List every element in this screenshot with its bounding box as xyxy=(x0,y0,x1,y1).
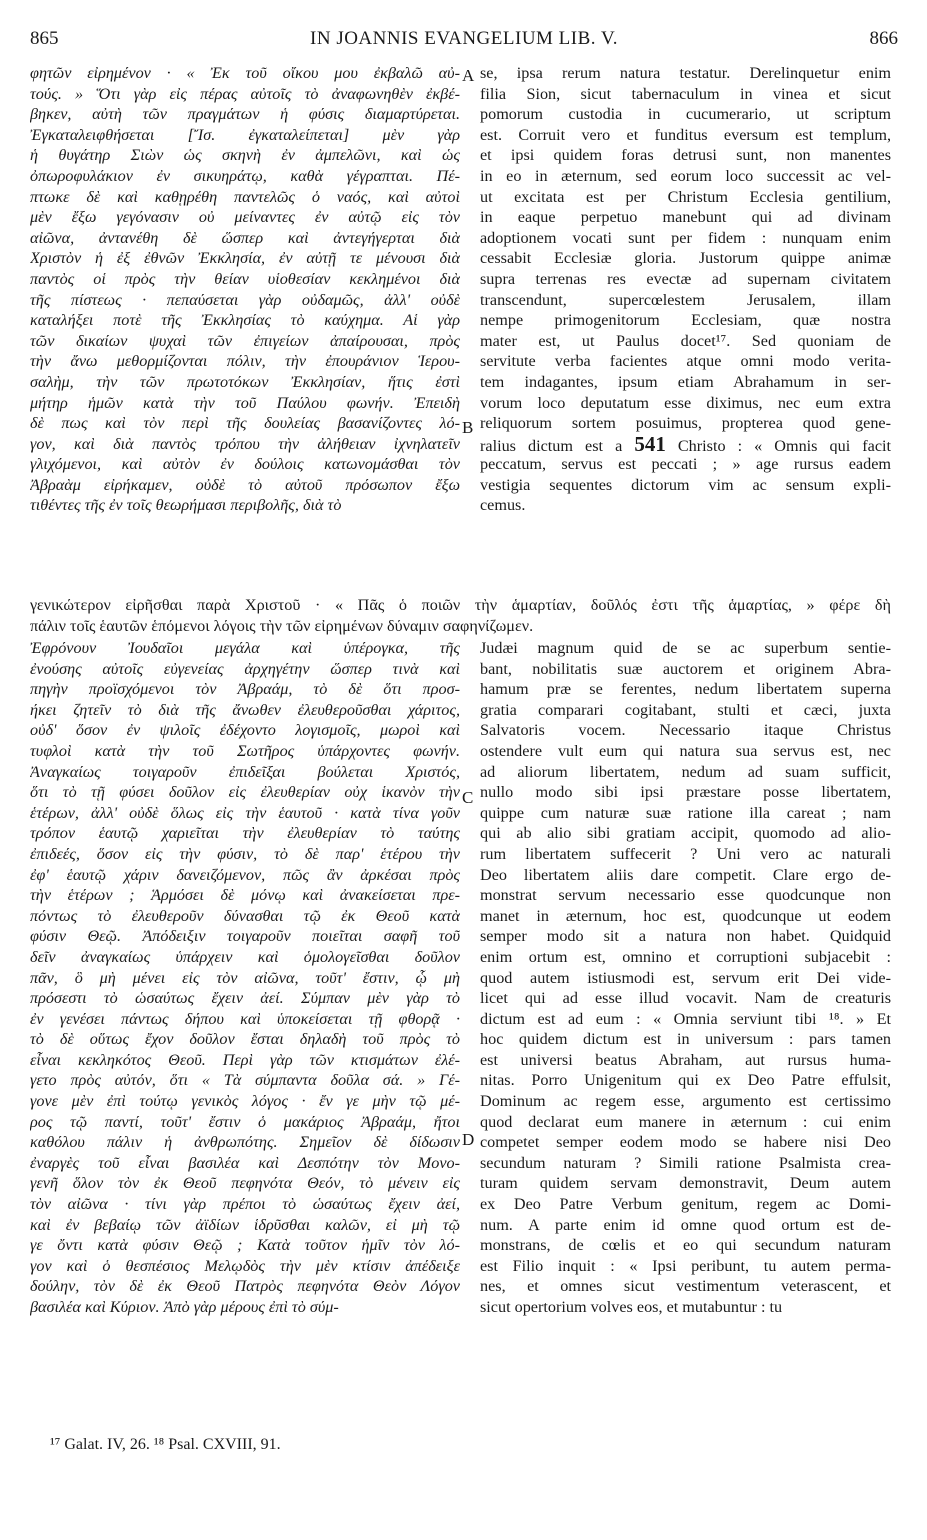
latin-text-line: quod autem istiusmodi est, servum erit Dei vide- xyxy=(480,968,891,987)
latin-text-line: ut excitata est per Christum Ecclesia gentilium, xyxy=(480,187,891,206)
margin-marker-a: A xyxy=(462,66,475,85)
latin-text-line: semper modo sit a natura non habet. Quidquid xyxy=(480,927,891,946)
greek-text-line: πᾶν, ὃ μὴ μένει εἰς τὸν αἰῶνα, τοῦτ' ἔστιν, ᾧ μὴ xyxy=(30,968,460,987)
latin-text-line: gratia comparari cogitabant, stulti et cæci, juxta xyxy=(480,700,891,719)
latin-text-line: secundum naturam ? Simili ratione Psalmista crea- xyxy=(480,1153,891,1172)
greek-text-line: δεῖν ἀναγκαίως ὑπάρχειν καὶ ὁμολογεῖσθαι δοῦλον xyxy=(30,947,460,966)
latin-text-line: vorum loco deputatum esse diximus, nec eum extra xyxy=(480,393,891,412)
greek-text-line: τῶν δικαίων ψυχαὶ τῶν ἐπιγείων ἀπαίρουσαι, πρὸς xyxy=(30,331,460,350)
latin-text-line: est Filio inquit : « Ipsi peribunt, tu autem perma- xyxy=(480,1256,891,1275)
latin-text-line: est. Corruit vero et funditus eversum est templum, xyxy=(480,125,891,144)
latin-text-line: turam quidem servam demonstravit, Deum autem xyxy=(480,1174,891,1193)
margin-marker-b: B xyxy=(462,418,474,437)
latin-text-fragment: Christo : « Omnis qui facit xyxy=(665,436,891,455)
page-header xyxy=(30,28,898,54)
greek-text-line: ρος τῷ παντί, τοῦτ' ἔστιν ὁ μακάριος Ἀβραάμ, ἤτοι xyxy=(30,1112,460,1131)
original-page-number: 541 xyxy=(634,433,666,455)
greek-text-line: καταλήξει ποτὲ τῆς Ἐκκλησίας τὸ καύχημα. Αἱ γὰρ xyxy=(30,311,460,330)
latin-text-line: monstrat servum necessario esse quodcunque non xyxy=(480,886,891,905)
latin-text-line: Judæi magnum quid de se ac superbum sentie- xyxy=(480,639,891,657)
latin-text-line: et ipsi quidem foras detrusi sunt, non manentes xyxy=(480,146,891,165)
greek-text-line: πηγὴν προϊσχόμενοι τὸν Ἀβραάμ, τὸ δὲ ὅτι προσ- xyxy=(30,680,460,699)
latin-column-top xyxy=(480,63,891,516)
footnotes: ¹⁷ Galat. IV, 26. ¹⁸ Psal. CXVIII, 91. xyxy=(50,1436,281,1453)
latin-text-line: vestigia sequentes dictorum vim ac sensum expli- xyxy=(480,475,891,494)
latin-text-line: enim ortum est, omnino et corruptioni subjacebit : xyxy=(480,947,891,966)
latin-text-line: in eaque perpetuo manebunt qui ad divinam xyxy=(480,208,891,227)
greek-text-line: τρόπον ἑαυτῷ χαριεῖται τὴν ἐλευθερίαν τὸ ταύτης xyxy=(30,824,460,843)
greek-text-line: Ἀβραὰμ εἰρήκαμεν, οὐδὲ τὸ αὐτοῦ πρόσωπον ἔξω xyxy=(30,475,460,494)
greek-text-line: αἰῶνα, ἀντανέθη δὲ ὥσπερ καὶ ἀντεγήγερται διὰ xyxy=(30,228,460,247)
latin-text-line: Deo libertatem aliis dare competit. Clare ergo de- xyxy=(480,865,891,884)
latin-text-line: peccatum, servus est peccati ; » age rursus eadem xyxy=(480,455,891,474)
greek-column-bottom xyxy=(30,638,460,1318)
greek-text-line: γενῆ ὅλον τὸν ἐκ Θεοῦ πεφηνότα Θεόν, τὸ μένειν εἰς xyxy=(30,1174,460,1193)
greek-text-line: γονε μὲν ἐπὶ τούτῳ γενικὸς λόγος · ἔν γε μὴν τῷ μέ- xyxy=(30,1092,460,1111)
latin-text-line: rum libertatem suffecerit ? Uni vero ac naturali xyxy=(480,844,891,863)
greek-text-line: τὸν αἰῶνα · τίνι γὰρ πρέποι τὸ ὡσαύτως ἔχειν ἀεί, xyxy=(30,1195,460,1214)
greek-text-line: πτωκε δὲ καὶ καθῃρέθη παντελῶς ὁ ναός, καὶ αὐτοὶ xyxy=(30,187,460,206)
greek-full-width-lines xyxy=(30,595,891,636)
greek-text-line: ὀπωροφυλάκιον ἐν σικυηράτῳ, καθὰ γέγραπται. Πέ- xyxy=(30,166,460,185)
latin-text-line: supra terrenas res evectæ ad supernam civitatem xyxy=(480,269,891,288)
greek-text-line: τὴν ἄνω μεθορμίζονται πόλιν, τὴν ἐπουράνιον Ἱερου- xyxy=(30,352,460,371)
greek-text-line: τὸ δὲ οὕτως ἔχον δοῦλον ἔσται δηλαδὴ τοῦ πρὸς τὸ xyxy=(30,1030,460,1049)
latin-column-bottom xyxy=(480,638,891,1318)
greek-text-line: πάλιν τοῖς ἑαυτῶν ἑπόμενοι λόγοις τὴν τῶν εἰρημένων δύναμιν σαφηνίζωμεν. xyxy=(30,616,534,635)
greek-text-line: Ἀναγκαίως τοιγαροῦν ἐπιδεῖξαι βούλεται Χριστός, xyxy=(30,762,460,781)
greek-text-line: γε ὄντι κατὰ φύσιν Θεῷ ; Κατὰ τοῦτον ἡμῖν τὸν λό- xyxy=(30,1236,460,1255)
greek-text-line: φύσιν Θεῷ. Ἀπόδειξιν τοιγαροῦν ποιεῖται σαφῆ τοῦ xyxy=(30,927,460,946)
latin-text-line: Salvatoris vocem. Necessario itaque Christus xyxy=(480,721,891,740)
greek-text-line: καθόλου πάλιν ἡ ἀνθρωπότης. Σημεῖον δὲ δίδωσιν xyxy=(30,1133,460,1152)
greek-text-line: γλιχόμενοι, καὶ αὐτὸν ἐν δούλοις κατωνομάσθαι τὸν xyxy=(30,455,460,474)
greek-text-line: γετο πρὸς αὐτόν, ὅτι « Τὰ σύμπαντα δοῦλα σά. » Γέ- xyxy=(30,1071,460,1090)
latin-text-line: Dominum ac regem esse, argumento est certissimo xyxy=(480,1092,891,1111)
greek-text-line: μὲν ἔξω γεγόνασιν οὐ μείναντες ἐν αὐτῷ εἰς τὸν xyxy=(30,208,460,227)
latin-text-line: ostendere vult eum qui natura sua servus est, nec xyxy=(480,741,891,760)
latin-text-line: cemus. xyxy=(480,496,526,515)
running-title: IN JOANNIS EVANGELIUM LIB. V. xyxy=(310,28,618,49)
latin-text-line: manet in æternum, hoc est, quodcunque ut eodem xyxy=(480,906,891,925)
greek-text-line: εἶναι κεκληκότος Θεοῦ. Περὶ γὰρ τῶν κτισμάτων ἐλέ- xyxy=(30,1050,460,1069)
latin-text-line: hamum præ se ferentes, nedum libertatem superna xyxy=(480,680,891,699)
greek-text-line: δὲ πως καὶ τὸν περὶ τῆς δουλείας βασανίζοντες λό- xyxy=(30,414,460,433)
greek-text-line: ἐπιδεές, ὅσον εἰς τὴν φύσιν, τὸ δὲ παρ' ἑτέρου τὴν xyxy=(30,844,460,863)
greek-text-line: τυφλοὶ κατὰ τὴν τοῦ Σωτῆρος ὑπάρχοντες φωνήν. xyxy=(30,741,460,760)
greek-column-top xyxy=(30,63,460,516)
margin-marker-c: C xyxy=(462,788,474,807)
greek-text-line: βασιλέα καὶ Κύριον. Ἀπὸ γὰρ μέρους ἐπὶ τὸ σύμ- xyxy=(30,1298,339,1316)
latin-text-line: ex Deo Patre Verbum genitum, regem ac Domi- xyxy=(480,1195,891,1214)
latin-text-line: transcendunt, supercœlestem Jerusalem, illam xyxy=(480,290,891,309)
latin-text-line: ad aliorum libertatem, nedum ad suam sufficit, xyxy=(480,762,891,781)
greek-text-line: ἐφ' ἑαυτῷ χάριν δανειζόμενον, πῶς ἂν ἀρκέσαι πρὸς xyxy=(30,865,460,884)
latin-text-line: reliquorum sortem posuimus, propterea quod gene- xyxy=(480,414,891,433)
greek-text-line: ὅτι τὸ τῇ φύσει δοῦλον εἰς ἐλευθερίαν οὐχ ἱκανὸν τὴν xyxy=(30,783,460,802)
latin-text-line: se, ipsa rerum natura testatur. Derelinquetur enim xyxy=(480,64,891,82)
page-number-right: 866 xyxy=(869,28,898,49)
latin-text-line: cessabit Ecclesiæ gloria. Justorum quippe animæ xyxy=(480,249,891,268)
latin-text-line: in eo in æternum, sed eorum loco successit ac vel- xyxy=(480,166,891,185)
latin-text-line: nullo modo sibi ipsi præstare posse libertatem, xyxy=(480,783,891,802)
greek-text-line: πρόσεστι τὸ ὡσαύτως ἔχειν ἀεί. Σύμπαν μὲν γὰρ τὸ xyxy=(30,989,460,1008)
latin-text-line: adoptionem vocati sunt per fidem : nunquam enim xyxy=(480,228,891,247)
latin-text-line: nitas. Porro Unigenitum qui ex Deo Patre effulsit, xyxy=(480,1071,891,1090)
greek-text-line: ἐναργὲς τοῦ εἶναι βασιλέα καὶ Δεσπότην τὸν Μονο- xyxy=(30,1153,460,1172)
latin-text-line: monstrans, de cœlis et eo qui secundum naturam xyxy=(480,1236,891,1255)
latin-text-line: pomorum custodia in cucumerario, ut scriptum xyxy=(480,105,891,124)
greek-text-line: φητῶν εἰρημένον · « Ἐκ τοῦ οἴκου μου ἐκβαλῶ αὐ- xyxy=(30,64,460,82)
latin-text-line: tem indagantes, ipsum etiam Abrahamum in ser- xyxy=(480,372,891,391)
greek-text-line: Χριστὸν ἡ ἐξ ἐθνῶν Ἐκκλησία, ἐν αὐτῇ τε μένουσι διὰ xyxy=(30,249,460,268)
greek-text-line: γον καὶ ὁ θεσπέσιος Μελῳδὸς τὴν μὲν κτίσιν ἀπέδειξε xyxy=(30,1256,460,1275)
greek-text-line: παντὸς οἱ πρὸς τὴν θείαν υἱοθεσίαν κεκλημένοι διὰ xyxy=(30,269,460,288)
greek-text-line: βηκεν, αὐτὴ τῶν πραγμάτων ἡ φύσις διαμαρτύρεται. xyxy=(30,105,460,124)
greek-text-line: ἐν γενέσει πάντως δήπου καὶ ὑποκείσεται τῇ φθορᾷ · xyxy=(30,1009,460,1028)
greek-text-line: ἡ θυγάτηρ Σιὼν ὡς σκηνὴ ἐν ἀμπελῶνι, καὶ ὡς xyxy=(30,146,460,165)
latin-text-line: sicut opertorium volves eos, et mutabuntur : tu xyxy=(480,1298,783,1316)
latin-text-line: mater est, ut Paulus docet¹⁷. Sed quoniam de xyxy=(480,331,891,350)
latin-text-line: hoc quidem dictum est in universum : pars tamen xyxy=(480,1030,891,1049)
latin-text-line: ralius dictum est a 541 Christo : « Omnis qui facit xyxy=(480,433,891,455)
greek-text-line: τὴν ἑτέρων ; Ἁρμόσει δὲ μόνῳ καὶ ἀνακείσεται πρε- xyxy=(30,886,460,905)
latin-text-line: nempe primogenitorum Ecclesiam, quæ nostra xyxy=(480,311,891,330)
latin-text-line: quod declarat eum manere in æternum : cui enim xyxy=(480,1112,891,1131)
greek-text-line: Ἐφρόνουν Ἰουδαῖοι μεγάλα καὶ ὑπέρογκα, τῆς xyxy=(30,639,460,657)
latin-text-line: dictum est ad eum : « Omnia serviunt tibi ¹⁸. » Et xyxy=(480,1009,891,1028)
latin-text-line: nes, et omnes sicut vestimentum veterascent, et xyxy=(480,1277,891,1296)
latin-text-line: bant, nobilitatis suæ auctorem et originem Abra- xyxy=(480,659,891,678)
greek-text-line: Ἐγκαταλειφθήσεται [Ἴσ. ἐγκαταλείπεται] μὲν γὰρ xyxy=(30,125,460,144)
margin-marker-d: D xyxy=(462,1130,475,1149)
page-number-left: 865 xyxy=(30,28,59,49)
greek-text-line: τούς. » Ὅτι γὰρ εἰς πέρας αὐτοῖς τὸ ἀναφωνηθὲν ἐκβέ- xyxy=(30,84,460,103)
greek-text-line: ἐνούσης αὐτοῖς εὐγενείας ἀρχηγέτην ὥσπερ τινὰ καὶ xyxy=(30,659,460,678)
latin-text-line: qui ab alio sibi gratiam accipit, quomodo ad alio- xyxy=(480,824,891,843)
greek-text-line: γενικώτερον εἰρῆσθαι παρὰ Χριστοῦ · « Πᾶς ὁ ποιῶν τὴν ἁμαρτίαν, δοῦλός ἐστι τῆς ἁμαρτίας, » φέρε δὴ xyxy=(30,596,891,614)
greek-text-line: οὐδ' ὅσον ἐν ψιλοῖς ἐδέχοντο λογισμοῖς, μωροὶ καὶ xyxy=(30,721,460,740)
greek-text-line: καὶ ἐν βεβαίῳ τῶν ἀϊδίων ἱδρῦσθαι καλῶν, εἰ μὴ τῷ xyxy=(30,1215,460,1234)
latin-text-line: servitute verba facientes atque omni modo verita- xyxy=(480,352,891,371)
latin-text-line: competet semper eodem modo se habere nisi Deo xyxy=(480,1133,891,1152)
greek-text-line: δούλην, τὸν δὲ ἐκ Θεοῦ Πατρὸς πεφηνότα Θεὸν Λόγον xyxy=(30,1277,460,1296)
latin-text-line: quippe cum naturæ suæ ratione illa careat ; nam xyxy=(480,803,891,822)
latin-text-line: est universi beatus Abraham, aut rursus huma- xyxy=(480,1050,891,1069)
greek-text-line: ήκει ζητεῖν τὸ διὰ τῆς ἄνωθεν ἐλευθεροῦσθαι χάριτος, xyxy=(30,700,460,719)
greek-text-line: τιθέντες τῆς ἐν τοῖς θεωρήμασι περιβολῆς, διὰ τὸ xyxy=(30,496,342,515)
greek-text-line: τῆς πίστεως · πεπαύσεται γὰρ οὐδαμῶς, ἀλλ' οὐδὲ xyxy=(30,290,460,309)
greek-text-line: μήτηρ ἡμῶν κατὰ τὴν τοῦ Παύλου φωνήν. Ἐπειδὴ xyxy=(30,393,460,412)
latin-text-line: num. A parte enim id omne quod ortum est de- xyxy=(480,1215,891,1234)
greek-text-line: γον, καὶ διὰ παντὸς τρόπου τὴν ἀλήθειαν ἰχνηλατεῖν xyxy=(30,434,460,453)
latin-text-line: licet qui ad esse illud vocavit. Nam de creaturis xyxy=(480,989,891,1008)
latin-text-line: filia Sion, sicut tabernaculum in vinea et sicut xyxy=(480,84,891,103)
greek-text-line: σαλὴμ, τὴν τῶν πρωτοτόκων Ἐκκλησίαν, ἥτις ἐστὶ xyxy=(30,372,460,391)
greek-text-line: ἑτέρων, ἀλλ' οὐδὲ ὅλως εἰς τὴν ἑαυτοῦ · κατὰ τίνα γοῦν xyxy=(30,803,460,822)
greek-text-line: πόντως τὸ ἐλευθεροῦν δύνασθαι τῷ ἐκ Θεοῦ κατὰ xyxy=(30,906,460,925)
